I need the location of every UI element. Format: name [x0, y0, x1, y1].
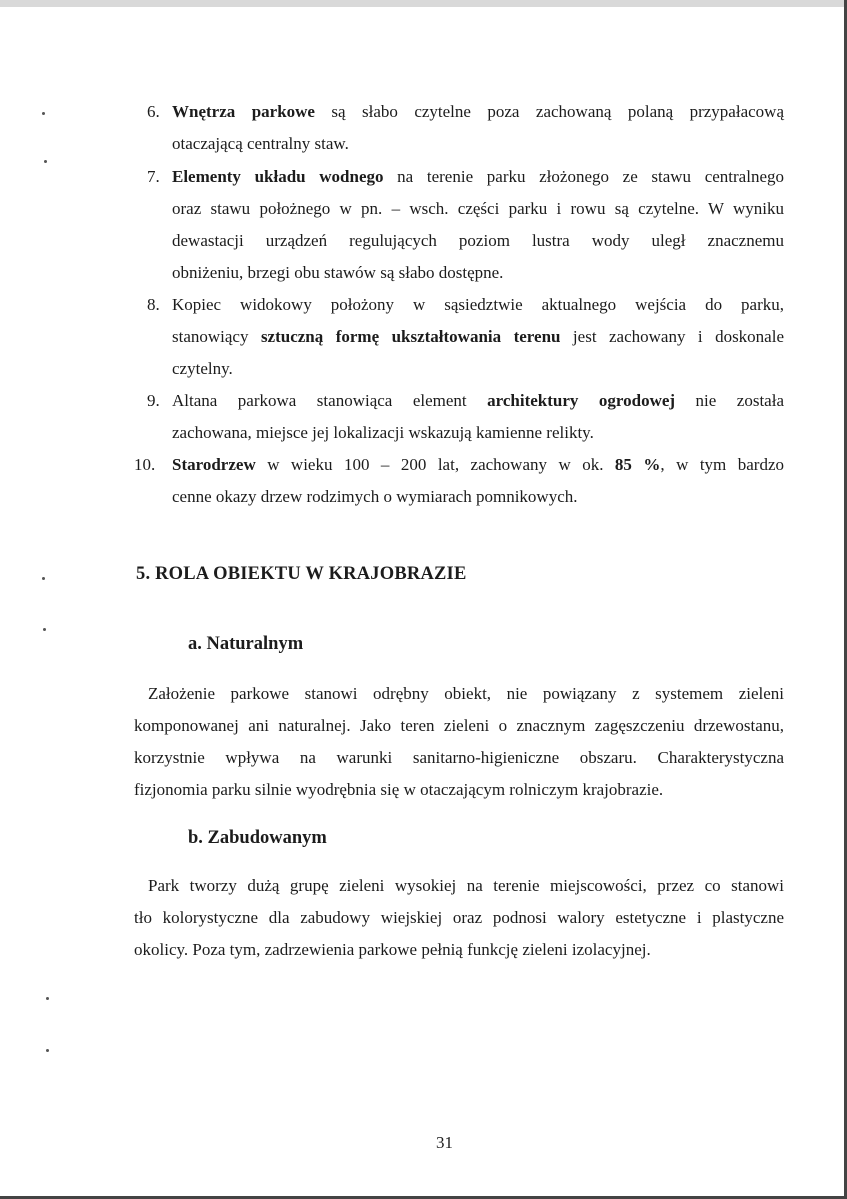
list-item: [134, 289, 784, 385]
list-line: [172, 481, 784, 513]
text-run: , w tym bardzo: [660, 455, 784, 474]
list-line: [172, 161, 784, 193]
bold-term: Elementy układu wodnego: [172, 167, 384, 186]
list-line: [172, 128, 784, 160]
scan-top-edge: [0, 0, 847, 7]
list-item: [134, 96, 784, 160]
paragraph-line: fizjonomia parku silnie wyodrębnia się w otaczającym rolniczym krajobrazie.: [134, 780, 664, 799]
subsection-heading: a. Naturalnym: [188, 634, 304, 654]
paragraph-line: tło kolorystyczne dla zabudowy wiejskiej oraz podnosi walory estetyczne i plastyczne: [134, 908, 784, 927]
list-number: 6.: [147, 102, 160, 121]
text-run: cenne okazy drzew rodzimych o wymiarach pomnikowych.: [172, 487, 578, 506]
list-line: [172, 193, 784, 225]
bold-term: sztuczną formę ukształtowania terenu: [260, 327, 561, 346]
paragraph-line: korzystnie wpływa na warunki sanitarno-higieniczne obszaru. Charakterystyczna: [134, 748, 784, 767]
numbered-list: [134, 96, 784, 513]
list-number: 10.: [134, 455, 156, 474]
list-line: [172, 449, 784, 481]
text-run: w wieku 100 – 200 lat, zachowany w ok.: [255, 455, 615, 474]
scan-speck: [42, 112, 45, 115]
page-number: 31: [436, 1133, 453, 1152]
bold-term: Starodrzew: [172, 455, 256, 474]
paragraph-line: Park tworzy dużą grupę zieleni wysokiej na terenie miejscowości, przez co stanowi: [148, 876, 784, 895]
text-run: oraz stawu położnego w pn. – wsch. części parku i rowu są czytelne. W wyniku: [172, 199, 784, 218]
scan-speck: [46, 997, 49, 1000]
text-run: otaczającą centralny staw.: [172, 134, 349, 153]
paragraph: [134, 870, 784, 966]
scan-speck: [42, 577, 45, 580]
text-run: Altana parkowa stanowiąca element: [172, 391, 488, 410]
scan-speck: [46, 1049, 49, 1052]
list-number: 7.: [147, 167, 160, 186]
list-item: [134, 449, 784, 513]
paragraph-line: okolicy. Poza tym, zadrzewienia parkowe pełnią funkcję zieleni izolacyjnej.: [134, 940, 651, 959]
text-run: jest zachowany i doskonale: [560, 327, 784, 346]
list-number: 9.: [147, 391, 160, 410]
scan-speck: [43, 628, 46, 631]
list-line: [172, 257, 784, 289]
list-line: [172, 96, 784, 128]
bold-term: 85 %: [614, 455, 661, 474]
list-line: [172, 385, 784, 417]
subsection-heading: b. Zabudowanym: [188, 828, 327, 848]
scan-speck: [44, 160, 47, 163]
bold-term: architektury ogrodowej: [487, 391, 676, 410]
text-run: dewastacji urządzeń regulujących poziom lustra wody uległ znacznemu: [172, 231, 784, 250]
list-line: [172, 417, 784, 449]
paragraph-line: komponowanej ani naturalnej. Jako teren zieleni o znacznym zagęszczeniu drzewostanu,: [134, 716, 784, 735]
list-item: [134, 385, 784, 449]
bold-term: Wnętrza parkowe: [172, 102, 315, 121]
paragraph: [134, 678, 784, 806]
text-run: nie została: [675, 391, 784, 410]
text-run: czytelny.: [172, 359, 233, 378]
text-run: stanowiący: [172, 327, 261, 346]
list-line: [172, 321, 784, 353]
text-run: obniżeniu, brzegi obu stawów są słabo dostępne.: [172, 263, 504, 282]
list-line: [172, 353, 784, 385]
section-heading: 5. ROLA OBIEKTU W KRAJOBRAZIE: [136, 564, 467, 584]
text-run: zachowana, miejsce jej lokalizacji wskazują kamienne relikty.: [172, 423, 594, 442]
text-run: na terenie parku złożonego ze stawu centralnego: [383, 167, 784, 186]
text-run: Kopiec widokowy położony w sąsiedztwie aktualnego wejścia do parku,: [172, 295, 784, 314]
list-number: 8.: [147, 295, 160, 314]
paragraph-line: Założenie parkowe stanowi odrębny obiekt, nie powiązany z systemem zieleni: [148, 684, 784, 703]
list-line: [172, 289, 784, 321]
text-run: są słabo czytelne poza zachowaną polaną przypałacową: [314, 102, 784, 121]
list-item: [134, 161, 784, 289]
list-line: [172, 225, 784, 257]
